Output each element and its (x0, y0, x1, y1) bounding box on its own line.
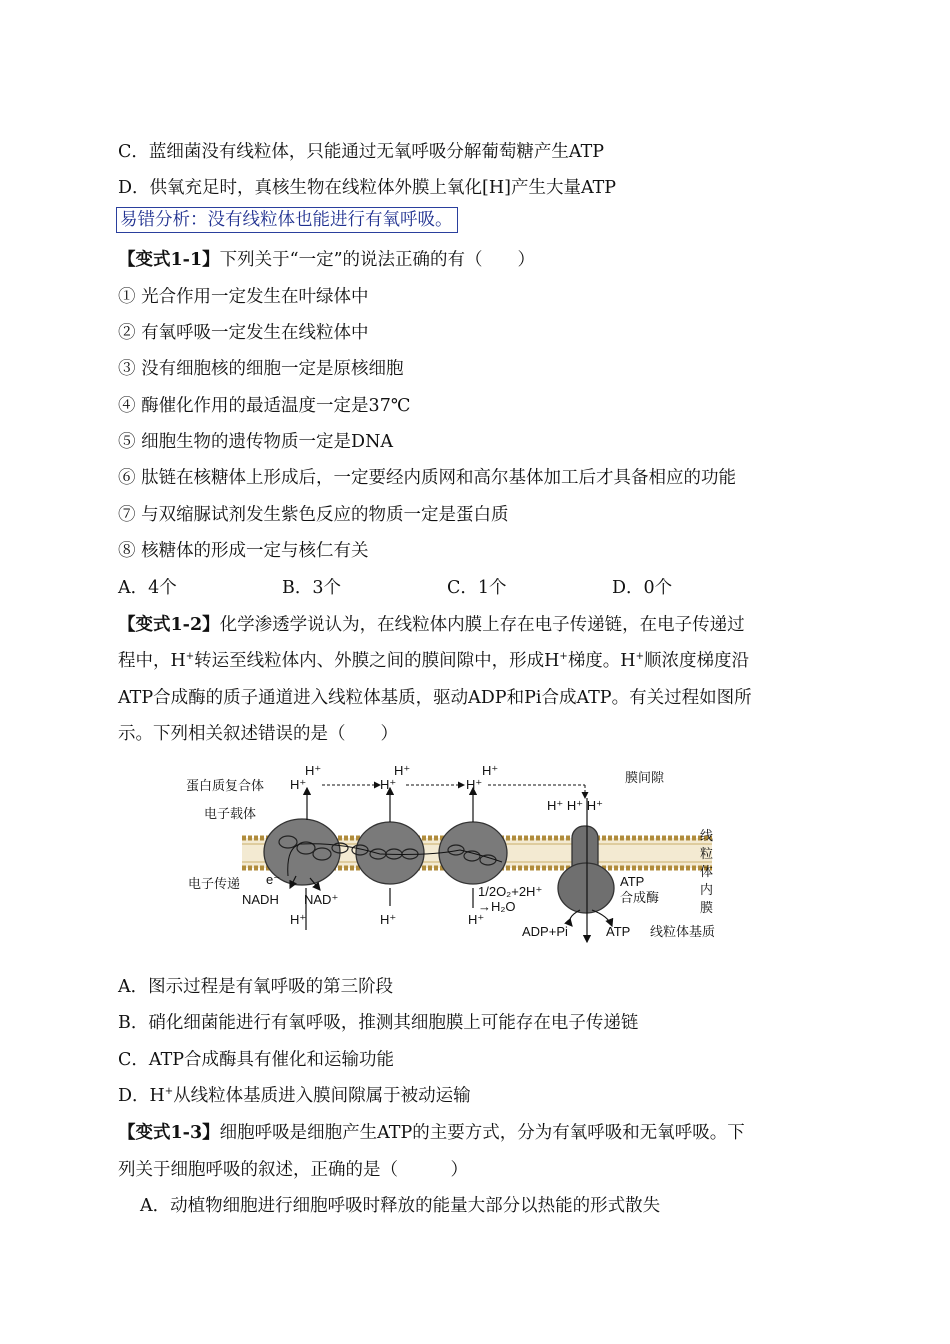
q2-text: 转运至线粒体内、外膜之间的膜间隙中，形成H (194, 651, 560, 671)
error-analysis-box: 易错分析：没有线粒体也能进行有氧呼吸。 (116, 207, 458, 233)
option-c: C．蓝细菌没有线粒体，只能通过无氧呼吸分解葡萄糖产生ATP (118, 142, 605, 162)
q1-option-c: C．1个 (447, 578, 507, 598)
label-matrix: 线粒体基质 (650, 925, 716, 940)
q3-option-a: A．动植物细胞进行细胞呼吸时释放的能量大部分以热能的形式散失 (140, 1196, 661, 1216)
q2-text: 从线粒体基质进入膜间隙属于被动运输 (173, 1086, 471, 1106)
q1-option-d: D．0个 (612, 578, 673, 598)
h-plus: H⁺ (482, 763, 499, 778)
label-electron-carrier: 电子载体 (204, 807, 257, 822)
label-electron-transfer: 电子传递 (188, 877, 241, 892)
atp-product: ATP (606, 924, 631, 939)
q2-option-d (118, 1084, 471, 1108)
label-intermembrane-space: 膜间隙 (625, 771, 665, 786)
q1-item: ③ 没有细胞核的细胞一定是原核细胞 (118, 359, 404, 379)
q1-item: ⑤ 细胞生物的遗传物质一定是DNA (118, 432, 394, 452)
superscript-plus: + (559, 651, 568, 663)
option-d: D．供氧充足时，真核生物在线粒体外膜上氧化[H]产生大量ATP (118, 178, 617, 198)
q2-option-b: B．硝化细菌能进行有氧呼吸，推测其细胞膜上可能存在电子传递链 (118, 1013, 639, 1033)
h-plus: H⁺ (380, 777, 397, 792)
q1-option-b: B．3个 (282, 578, 341, 598)
q2-stem-line2 (118, 649, 749, 673)
label-atp-synthase-1: ATP (620, 874, 645, 889)
q1-item: ④ 酶催化作用的最适温度一定是37℃ (118, 396, 411, 416)
q1-tag: 【变式1-1】 (118, 250, 220, 270)
nad-plus: NAD⁺ (304, 892, 339, 907)
h-plus: H⁺ (466, 777, 483, 792)
label-atp-synthase-2: 合成酶 (620, 891, 660, 906)
q1-stem (118, 248, 535, 272)
h-plus: H⁺ (305, 763, 322, 778)
label-protein-complex: 蛋白质复合体 (186, 779, 265, 794)
h-plus: H⁺ (290, 912, 307, 927)
q3-tag: 【变式1-3】 (118, 1123, 220, 1143)
q3-stem-line2: 列关于细胞呼吸的叙述，正确的是（ ） (118, 1160, 468, 1180)
q2-stem-line4: 示。下列相关叙述错误的是（ ） (118, 724, 398, 744)
electron-transport-chain-figure (180, 758, 740, 948)
q1-option-a: A．4个 (118, 578, 177, 598)
q2-stem-line1 (118, 613, 745, 637)
label-inner-membrane (700, 828, 713, 916)
q1-item: ⑧ 核糖体的形成一定与核仁有关 (118, 541, 369, 561)
electron: e⁻ (266, 872, 281, 887)
q1-item: ⑥ 肽链在核糖体上形成后，一定要经内质网和高尔基体加工后才具备相应的功能 (118, 468, 737, 488)
char: 线 (700, 829, 714, 844)
h-plus: H⁺ (468, 912, 485, 927)
water: →H₂O (478, 899, 516, 914)
q2-tag: 【变式1-2】 (118, 615, 220, 635)
adp-pi: ADP+Pi (522, 924, 568, 939)
h-plus-triple: H⁺ H⁺ H⁺ (547, 798, 603, 813)
oxygen-reaction: 1/2O₂+2H⁺ (478, 884, 543, 899)
char: 膜 (700, 901, 714, 916)
h-plus: H⁺ (394, 763, 411, 778)
q2-text: 顺浓度梯度沿 (643, 651, 749, 671)
superscript-plus: + (635, 651, 644, 663)
q1-item: ② 有氧呼吸一定发生在线粒体中 (118, 323, 369, 343)
superscript-plus: + (164, 1086, 174, 1098)
h-plus: H⁺ (290, 777, 307, 792)
h-plus: H⁺ (380, 912, 397, 927)
q1-item: ① 光合作用一定发生在叶绿体中 (118, 287, 369, 307)
q3-stem-line1 (118, 1121, 745, 1145)
q2-option-c: C．ATP合成酶具有催化和运输功能 (118, 1050, 395, 1070)
q2-option-a: A．图示过程是有氧呼吸的第三阶段 (118, 977, 394, 997)
q1-stem-text: 下列关于“一定”的说法正确的有（ ） (219, 250, 536, 270)
q2-text: D．H (118, 1086, 165, 1106)
q2-stem-text: 化学渗透学说认为，在线粒体内膜上存在电子传递链，在电子传递过 (219, 615, 745, 635)
char: 粒 (700, 847, 714, 862)
nadh: NADH (242, 892, 279, 907)
char: 内 (700, 883, 714, 898)
q2-stem-line3: ATP合成酶的质子通道进入线粒体基质，驱动ADP和Pi合成ATP。有关过程如图所 (118, 688, 752, 708)
q1-item: ⑦ 与双缩脲试剂发生紫色反应的物质一定是蛋白质 (118, 505, 509, 525)
char: 体 (700, 865, 714, 880)
q2-text: 程中，H (118, 651, 186, 671)
q3-stem-text: 细胞呼吸是细胞产生ATP的主要方式，分为有氧呼吸和无氧呼吸。下 (219, 1123, 745, 1143)
q2-text: 梯度。H (567, 651, 636, 671)
superscript-plus: + (185, 651, 195, 663)
